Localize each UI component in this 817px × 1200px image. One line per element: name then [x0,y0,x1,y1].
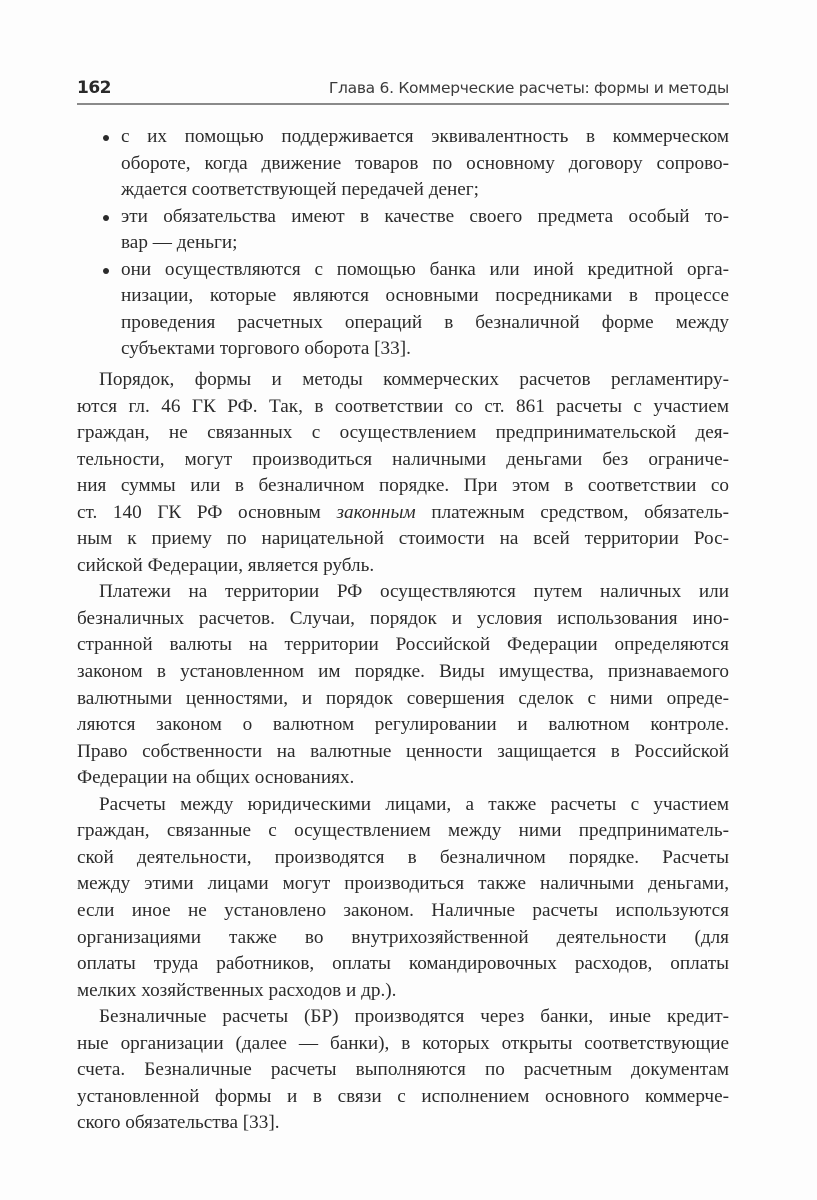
page-number: 162 [77,78,111,98]
paragraph-line: граждан, не связанных с осуществлением предпринимательской дея- [77,422,729,444]
paragraph-line [77,500,729,526]
paragraph-line: ляются законом о валютном регулировании и валютном контроле. [77,714,729,736]
italic-term: законным [336,501,416,523]
paragraph-line: Федерации на общих основаниях. [77,767,355,789]
paragraph-line: безналичных расчетов. Случаи, порядок и условия использования ино- [77,607,729,629]
text-run: ст. 140 ГК РФ основным [77,501,337,523]
paragraph-line: ные организации (далее — банки), в которых открыты соответствующие [77,1032,729,1054]
paragraph-line: установленной формы и в связи с исполнением основного коммерче- [77,1085,729,1107]
paragraph-line: тельности, могут производиться наличными деньгами без ограниче- [77,448,729,470]
paragraph-line: ются гл. 46 ГК РФ. Так, в соответствии со ст. 861 расчеты с участием [77,395,729,417]
bullet-line: эти обязательства имеют в качестве своего предмета особый то- [121,205,729,227]
paragraph-line: между этими лицами могут производиться также наличными деньгами, [77,873,729,895]
paragraph-line: ным к приему по нарицательной стоимости на всей территории Рос- [77,528,729,550]
bullet-icon [103,268,109,274]
paragraph-line: странной валюты на территории Российской Федерации определяются [77,634,729,656]
paragraph-line: ния суммы или в безналичном порядке. При этом в соответствии со [77,475,729,497]
paragraph-line: ской деятельности, производятся в безналичном порядке. Расчеты [77,846,729,868]
paragraph-line: Платежи на территории РФ осуществляются путем наличных или [99,581,729,603]
bullet-line: ждается соответствующей передачей денег; [121,179,479,201]
paragraph-line: Право собственности на валютные ценности защищается в Российской [77,740,729,762]
bullet-line: вар — деньги; [121,232,238,254]
text-run: платежным средством, обязатель- [415,501,730,523]
bullet-line: субъектами торгового оборота [33]. [121,338,411,360]
paragraph-line: Безналичные расчеты (БР) производятся через банки, иные кредит- [99,1006,729,1028]
bullet-line: обороте, когда движение товаров по основному договору сопрово- [121,152,729,174]
paragraph-line: оплаты труда работников, оплаты командировочных расходов, оплаты [77,953,729,975]
running-head [77,78,729,100]
header-rule [77,103,729,105]
paragraph-line: валютными ценностями, и порядок совершения сделок с ними опреде- [77,687,729,709]
paragraph-line: если иное не установлено законом. Наличные расчеты используются [77,899,729,921]
paragraph-line: организациями также во внутрихозяйственной деятельности (для [77,926,729,948]
paragraph-line: граждан, связанные с осуществлением между ними предприниматель- [77,820,729,842]
bullet-line: низации, которые являются основными посредниками в процессе [121,285,729,307]
bullet-line: проведения расчетных операций в безналичной форме между [121,311,729,333]
paragraph-line: законом в установленном им порядке. Виды имущества, признаваемого [77,661,729,682]
bullet-icon [103,215,109,221]
bullet-line: они осуществляются с помощью банка или иной кредитной орга- [121,258,729,280]
chapter-title: Глава 6. Коммерческие расчеты: формы и методы [328,79,729,97]
paragraph-line: счета. Безналичные расчеты выполняются по расчетным документам [77,1059,729,1081]
bullet-icon [103,135,109,141]
paragraph-line: Порядок, формы и методы коммерческих расчетов регламентиру- [99,368,729,390]
paragraph-line: мелких хозяйственных расходов и др.). [77,979,397,1001]
paragraph-line: Расчеты между юридическими лицами, а также расчеты с участием [99,793,729,815]
paragraph-line: ского обязательства [33]. [77,1112,280,1134]
paragraph-line: сийской Федерации, является рубль. [77,554,375,576]
bullet-line: с их помощью поддерживается эквивалентность в коммерческом [121,126,729,147]
